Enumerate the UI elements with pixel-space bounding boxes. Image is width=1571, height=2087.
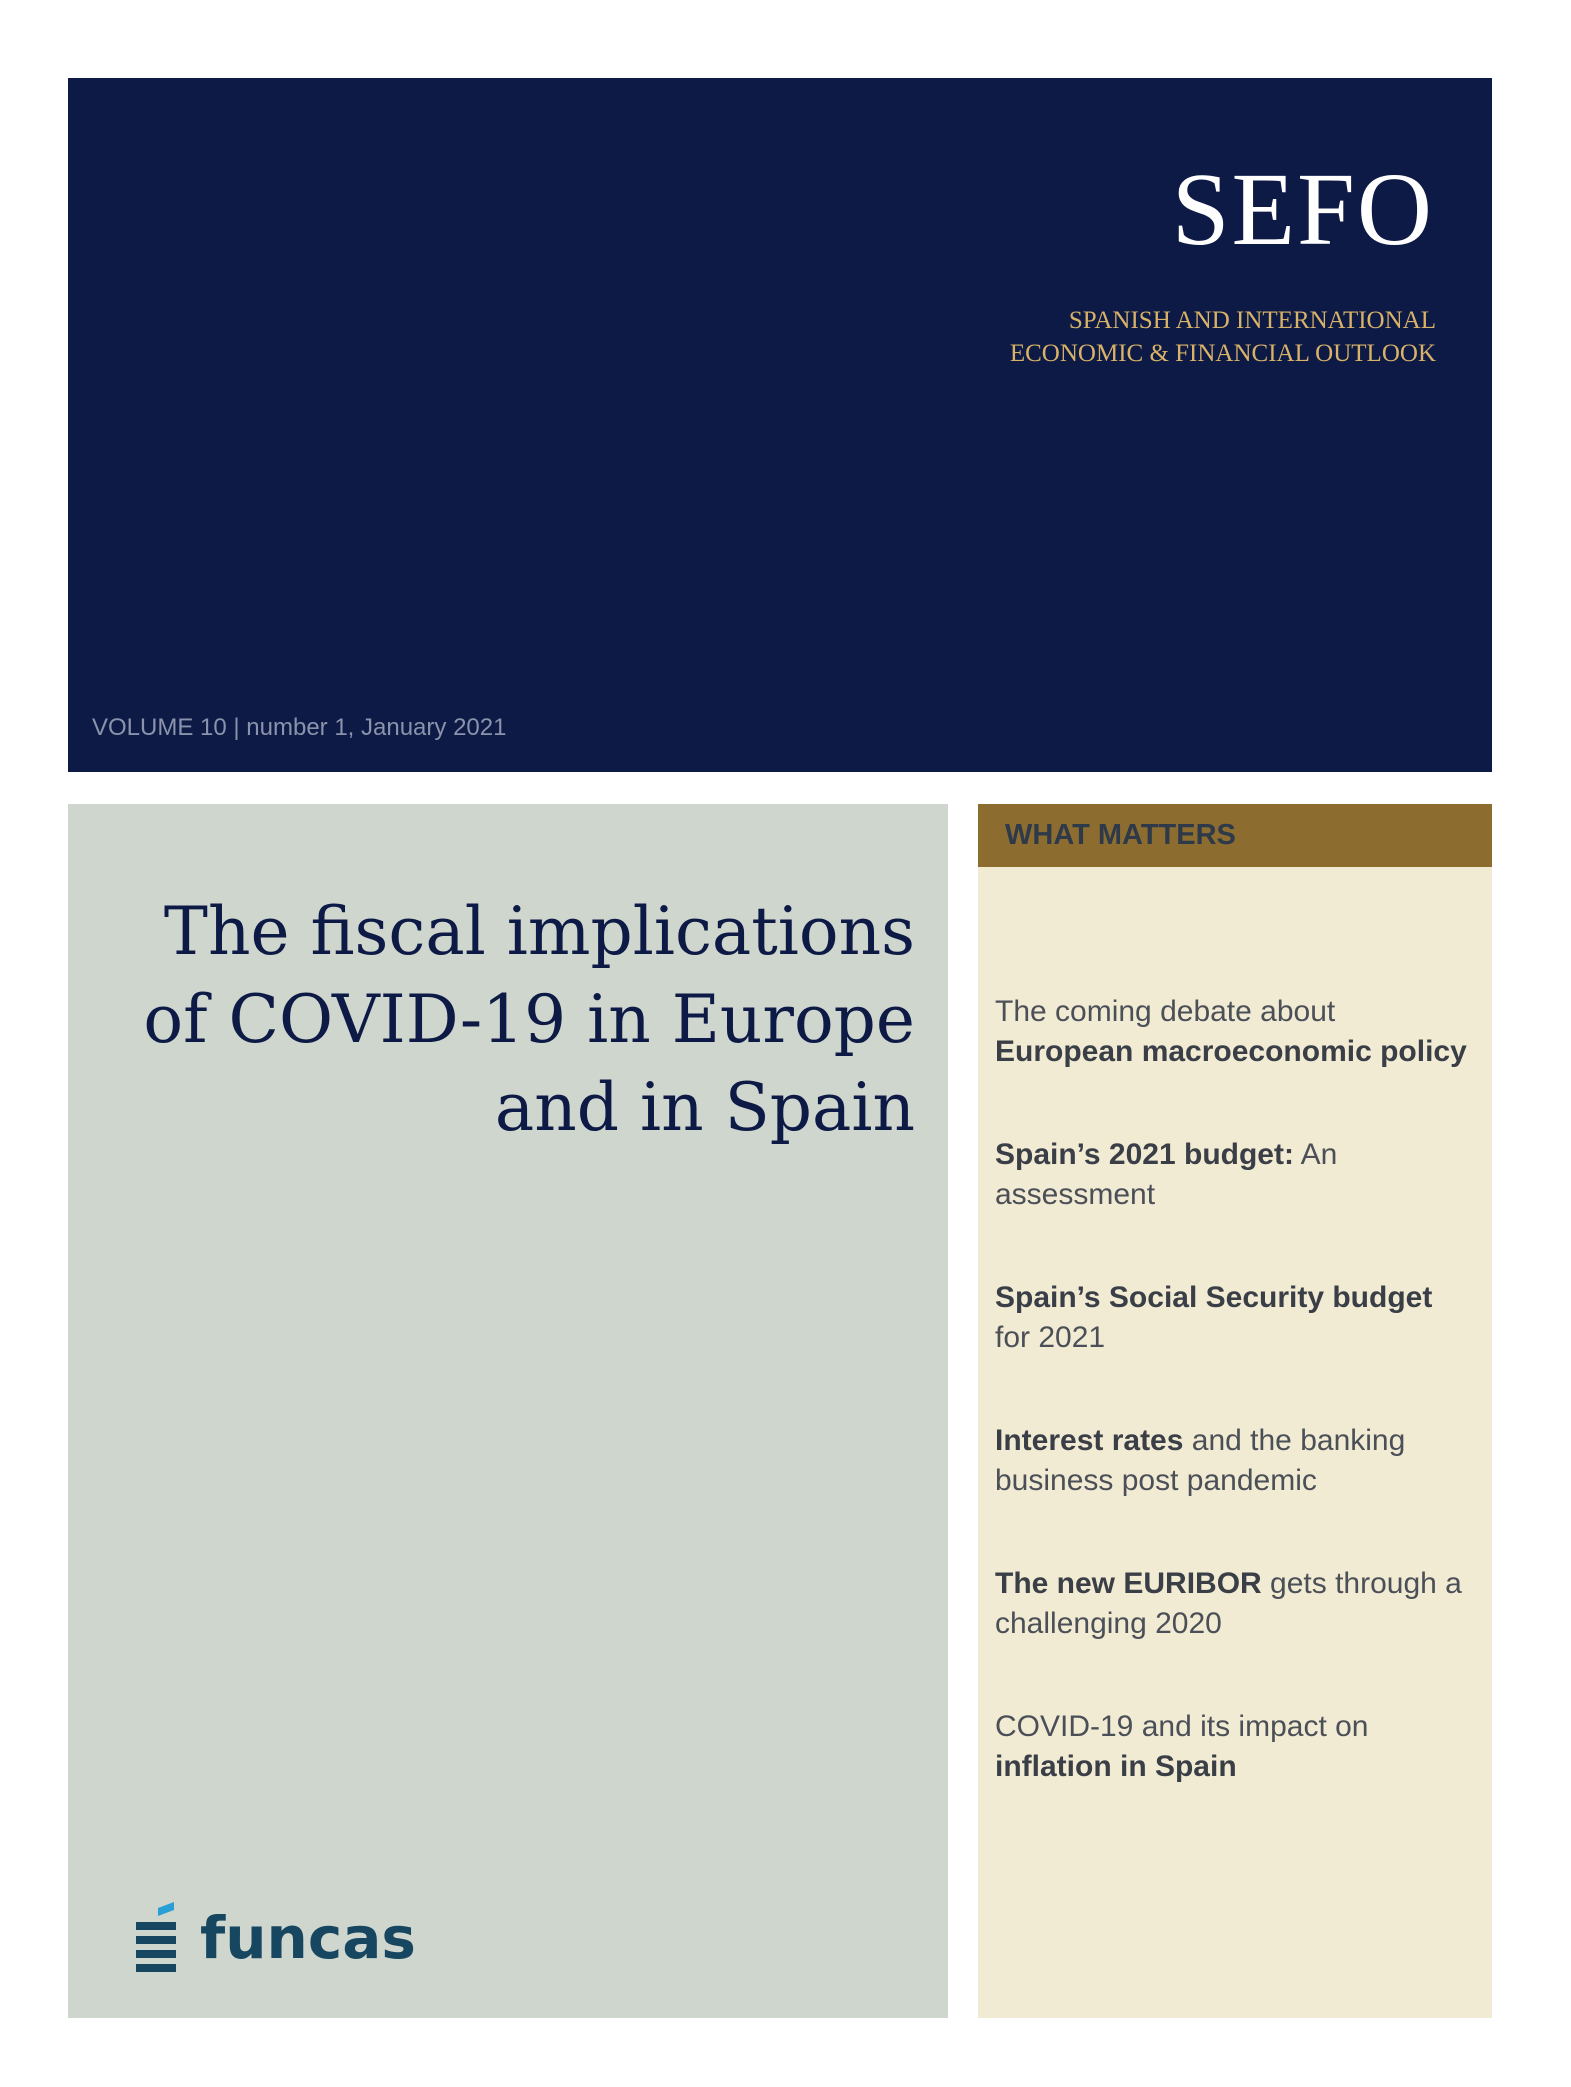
item-text-bold: Spain’s 2021 budget: — [995, 1138, 1294, 1171]
subtitle-line-1: SPANISH AND INTERNATIONAL — [1068, 307, 1436, 334]
publication-subtitle — [1010, 304, 1436, 370]
item-text-pre: The coming debate about — [995, 995, 1336, 1028]
funcas-brand — [130, 1900, 450, 1980]
cover-header — [68, 78, 1492, 772]
title-line-1: The fiscal implications — [163, 893, 915, 970]
funcas-wordmark: funcas — [200, 1904, 416, 1972]
item-text-post: gets through a challenging 2020 — [995, 1567, 1462, 1640]
what-matters-heading: WHAT MATTERS — [978, 804, 1492, 867]
what-matters-item — [995, 1564, 1470, 1644]
funcas-logo-icon — [130, 1900, 182, 1976]
item-text-bold: inflation in Spain — [995, 1750, 1237, 1783]
title-line-3: and in Spain — [494, 1069, 915, 1146]
volume-info: VOLUME 10 | number 1, January 2021 — [92, 714, 507, 741]
what-matters-item — [995, 1421, 1470, 1501]
title-line-2: of COVID-19 in Europe — [143, 981, 915, 1058]
item-text-post: for 2021 — [995, 1321, 1106, 1354]
item-text-pre: COVID-19 and its impact on — [995, 1710, 1369, 1743]
item-text-post: An assessment — [995, 1138, 1338, 1211]
what-matters-item — [995, 1707, 1470, 1787]
item-text-bold: Interest rates — [995, 1424, 1184, 1457]
main-title — [95, 888, 915, 1152]
what-matters-item — [995, 992, 1470, 1072]
feature-panel — [68, 804, 948, 2018]
what-matters-item — [995, 1135, 1470, 1215]
item-text-bold: The new EURIBOR — [995, 1567, 1262, 1600]
what-matters-item — [995, 1278, 1470, 1358]
sefo-logo: SEFO — [1171, 152, 1434, 267]
item-text-bold: Spain’s Social Security budget — [995, 1281, 1433, 1314]
item-text-post: and the banking business post pandemic — [995, 1424, 1406, 1497]
what-matters-list — [995, 992, 1470, 1850]
what-matters-panel — [978, 804, 1492, 2018]
item-text-bold: European macroeconomic policy — [995, 1035, 1467, 1068]
subtitle-line-2: ECONOMIC & FINANCIAL OUTLOOK — [1009, 340, 1436, 367]
